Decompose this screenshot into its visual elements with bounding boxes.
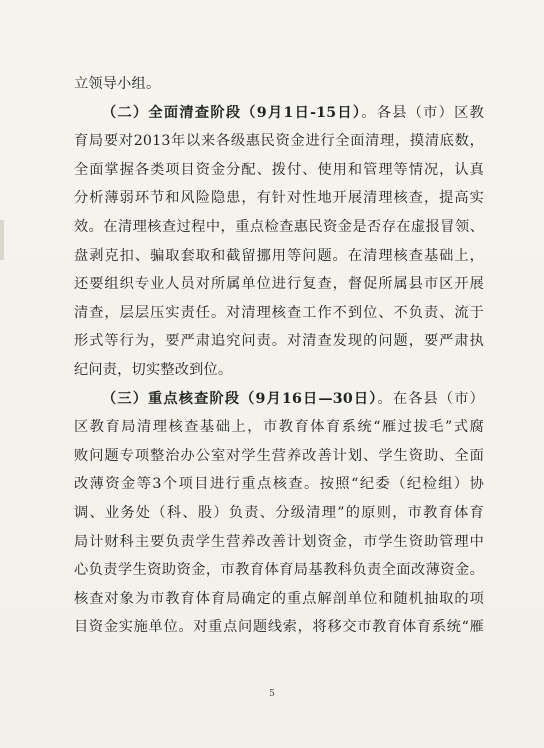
text-line <box>74 184 484 213</box>
line-text: 效。在清理核查过程中，重点检查惠民资金是否存在虚报冒领、 <box>74 218 484 235</box>
text-line <box>74 270 484 299</box>
line-text: 形式等行为，要严肃追究问责。对清查发现的问题，要严肃执 <box>74 333 484 350</box>
line-text: 核查对象为市教育体育局确定的重点解剖单位和随机抽取的项 <box>74 590 484 607</box>
text-line <box>74 585 484 614</box>
section-heading: （二）全面清查阶段（9月1日-15日） <box>102 104 362 121</box>
line-text: 育局要对2013年以来各级惠民资金进行全面清理，摸清底数， <box>74 133 484 150</box>
page-number: 5 <box>269 689 275 699</box>
text-line <box>74 299 484 328</box>
line-text: 败问题专项整治办公室对学生营养改善计划、学生资助、全面 <box>74 447 484 464</box>
text-line <box>74 385 484 414</box>
text-line <box>74 99 484 128</box>
line-text: 心负责学生资助资金，市教育体育局基教科负责全面改薄资金。 <box>74 562 484 579</box>
text-line <box>74 442 484 471</box>
text-line <box>74 499 484 528</box>
text-line <box>74 327 484 356</box>
line-text: 。各县（市）区教 <box>361 104 485 121</box>
text-line <box>74 127 484 156</box>
line-text: 改薄资金等3个项目进行重点核查。按照“纪委（纪检组）协 <box>74 476 484 493</box>
line-text: 目资金实施单位。对重点问题线索，将移交市教育体育系统“雁 <box>74 619 484 636</box>
line-text: 调、业务处（科、股）负责、分级清理”的原则，市教育体育 <box>74 504 484 521</box>
text-line <box>74 70 484 99</box>
line-text: 纪问责，切实整改到位。 <box>74 361 233 378</box>
text-line <box>74 242 484 271</box>
line-text: 。在各县（市） <box>377 390 484 407</box>
line-text: 盘剥克扣、骗取套取和截留挪用等问题。在清理核查基础上， <box>74 247 484 264</box>
line-text: 局计财科主要负责学生营养改善计划资金，市学生资助管理中 <box>74 533 484 550</box>
line-text: 全面掌握各类项目资金分配、拨付、使用和管理等情况，认真 <box>74 161 484 178</box>
text-line <box>74 156 484 185</box>
section-heading: （三）重点核查阶段（9月16日—30日） <box>102 390 378 407</box>
line-text: 还要组织专业人员对所属单位进行复查，督促所属县市区开展 <box>74 276 484 293</box>
line-text: 分析薄弱环节和风险隐患，有针对性地开展清理核查，提高实 <box>74 190 484 207</box>
line-text: 立领导小组。 <box>74 76 161 92</box>
text-line <box>74 528 484 557</box>
text-line <box>74 613 484 642</box>
line-text: 清查，层层压实责任。对清理核查工作不到位、不负责、流于 <box>74 304 484 321</box>
document-body <box>74 70 484 642</box>
text-line <box>74 356 484 385</box>
text-line <box>74 470 484 499</box>
scan-edge-mark <box>0 220 4 260</box>
line-text: 区教育局清理核查基础上，市教育体育系统“雁过拔毛”式腐 <box>74 419 484 436</box>
text-line <box>74 556 484 585</box>
text-line <box>74 413 484 442</box>
text-line <box>74 213 484 242</box>
